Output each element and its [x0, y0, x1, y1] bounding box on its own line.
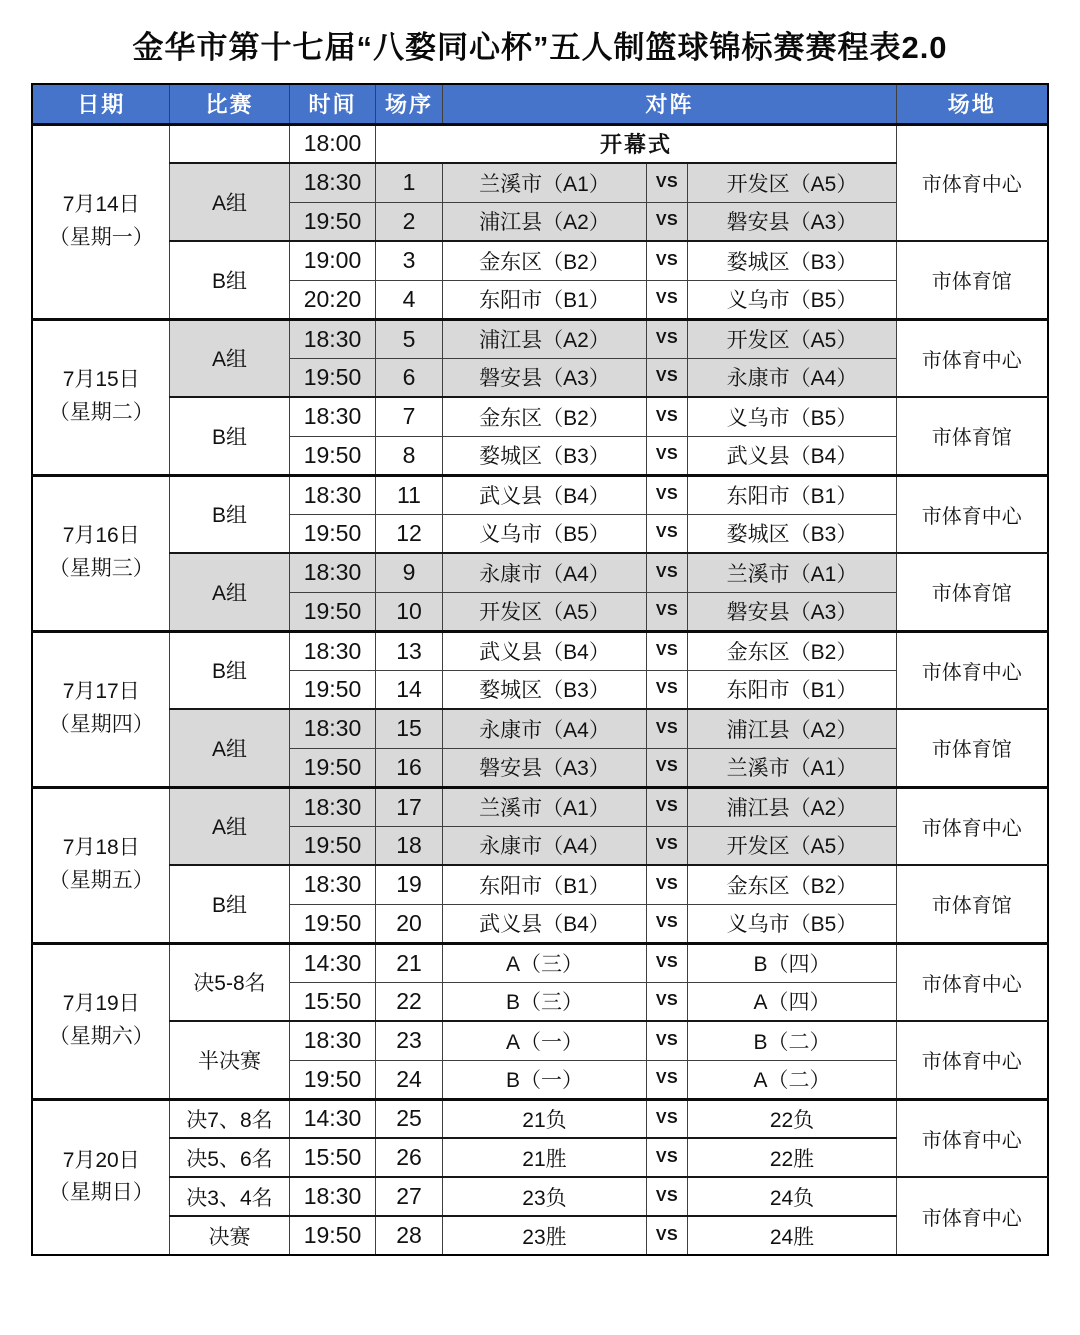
team-away-cell: 义乌市（B5）	[687, 904, 896, 943]
date-line: 7月15日	[62, 368, 140, 392]
game-no-cell: 18	[375, 826, 442, 865]
vs-label: VS	[646, 163, 687, 202]
schedule-row	[32, 787, 1047, 826]
vs-label: VS	[646, 280, 687, 319]
vs-label: VS	[646, 670, 687, 709]
match-group-cell	[169, 124, 289, 163]
page-title: 金华市第十七届“八婺同心杯”五人制篮球锦标赛赛程表2.0	[132, 30, 948, 65]
team-home-cell: 东阳市（B1）	[442, 865, 646, 904]
schedule-row	[32, 631, 1047, 670]
game-no-cell: 14	[375, 670, 442, 709]
vs-label: VS	[646, 436, 687, 475]
date-line: （星期五）	[48, 869, 154, 892]
vs-label: VS	[646, 982, 687, 1021]
col-header-venue: 场地	[897, 84, 1048, 124]
date-line: 7月16日	[62, 524, 140, 548]
team-away-cell: 婺城区（B3）	[687, 514, 896, 553]
date-cell	[32, 631, 169, 787]
team-home-cell: 磐安县（A3）	[442, 748, 646, 787]
date-line: 7月18日	[62, 836, 140, 860]
game-no-cell: 26	[375, 1138, 442, 1177]
team-away-cell: 义乌市（B5）	[687, 397, 896, 436]
date-line: （星期日）	[48, 1181, 154, 1205]
time-cell: 19:50	[289, 904, 375, 943]
venue-cell: 市体育馆	[897, 553, 1048, 631]
schedule-row	[32, 943, 1047, 982]
schedule-row	[32, 163, 1047, 202]
game-no-cell: 8	[375, 436, 442, 475]
time-cell: 18:30	[289, 709, 375, 748]
time-cell: 20:20	[289, 280, 375, 319]
team-home-cell: 永康市（A4）	[442, 709, 646, 748]
game-no-cell: 27	[375, 1177, 442, 1216]
match-group-cell: B组	[169, 631, 289, 709]
date-line: （星期四）	[48, 713, 154, 736]
game-no-cell: 2	[375, 202, 442, 241]
schedule-row	[32, 397, 1047, 436]
team-home-cell: 金东区（B2）	[442, 241, 646, 280]
time-cell: 18:00	[289, 124, 375, 163]
game-no-cell: 4	[375, 280, 442, 319]
schedule-row	[32, 1177, 1047, 1216]
col-header-date: 日期	[32, 84, 169, 124]
team-home-cell: 开发区（A5）	[442, 592, 646, 631]
team-away-cell: 婺城区（B3）	[687, 241, 896, 280]
team-home-cell: 磐安县（A3）	[442, 358, 646, 397]
time-cell: 15:50	[289, 982, 375, 1021]
game-no-cell: 17	[375, 787, 442, 826]
vs-label: VS	[646, 1177, 687, 1216]
team-home-cell: 23负	[442, 1177, 646, 1216]
venue-cell: 市体育中心	[897, 1099, 1048, 1177]
date-cell	[32, 943, 169, 1099]
time-cell: 18:30	[289, 553, 375, 592]
team-away-cell: A（二）	[687, 1060, 896, 1099]
team-home-cell: 21负	[442, 1099, 646, 1138]
time-cell: 14:30	[289, 1099, 375, 1138]
vs-label: VS	[646, 904, 687, 943]
match-group-cell: 决3、4名	[169, 1177, 289, 1216]
team-home-cell: B（三）	[442, 982, 646, 1021]
time-cell: 19:50	[289, 202, 375, 241]
date-cell	[32, 319, 169, 475]
match-group-cell: 决7、8名	[169, 1099, 289, 1138]
game-no-cell: 22	[375, 982, 442, 1021]
schedule-row	[32, 1099, 1047, 1138]
game-no-cell: 1	[375, 163, 442, 202]
team-away-cell: 24胜	[687, 1216, 896, 1255]
vs-label: VS	[646, 1021, 687, 1060]
game-no-cell: 7	[375, 397, 442, 436]
match-group-cell: A组	[169, 319, 289, 397]
venue-cell: 市体育中心	[897, 475, 1048, 553]
match-group-cell: B组	[169, 865, 289, 943]
team-away-cell: 兰溪市（A1）	[687, 553, 896, 592]
schedule-row	[32, 475, 1047, 514]
time-cell: 18:30	[289, 631, 375, 670]
game-no-cell: 24	[375, 1060, 442, 1099]
team-home-cell: 23胜	[442, 1216, 646, 1255]
time-cell: 19:50	[289, 1060, 375, 1099]
vs-label: VS	[646, 748, 687, 787]
game-no-cell: 21	[375, 943, 442, 982]
date-cell	[32, 787, 169, 943]
date-cell	[32, 475, 169, 631]
venue-cell: 市体育馆	[897, 397, 1048, 475]
date-line: （星期六）	[48, 1025, 154, 1048]
team-home-cell: 永康市（A4）	[442, 826, 646, 865]
game-no-cell: 3	[375, 241, 442, 280]
game-no-cell: 13	[375, 631, 442, 670]
game-no-cell: 28	[375, 1216, 442, 1255]
date-line: 7月17日	[62, 680, 140, 704]
game-no-cell: 20	[375, 904, 442, 943]
game-no-cell: 12	[375, 514, 442, 553]
team-home-cell: 浦江县（A2）	[442, 319, 646, 358]
game-no-cell: 25	[375, 1099, 442, 1138]
venue-cell: 市体育中心	[897, 943, 1048, 1021]
match-group-cell: B组	[169, 397, 289, 475]
match-group-cell: B组	[169, 475, 289, 553]
venue-cell: 市体育中心	[897, 319, 1048, 397]
team-away-cell: 开发区（A5）	[687, 163, 896, 202]
col-header-match: 比赛	[169, 84, 289, 124]
schedule-row	[32, 1138, 1047, 1177]
vs-label: VS	[646, 865, 687, 904]
vs-label: VS	[646, 826, 687, 865]
game-no-cell: 9	[375, 553, 442, 592]
match-group-cell: A组	[169, 709, 289, 787]
team-away-cell: 金东区（B2）	[687, 631, 896, 670]
time-cell: 18:30	[289, 163, 375, 202]
venue-cell: 市体育馆	[897, 241, 1048, 319]
col-header-versus: 对阵	[442, 84, 896, 124]
time-cell: 19:50	[289, 670, 375, 709]
team-home-cell: 兰溪市（A1）	[442, 787, 646, 826]
date-line: 7月19日	[62, 992, 140, 1016]
schedule-table	[31, 83, 1048, 1256]
team-away-cell: 东阳市（B1）	[687, 670, 896, 709]
time-cell: 18:30	[289, 319, 375, 358]
vs-label: VS	[646, 1138, 687, 1177]
team-home-cell: B（一）	[442, 1060, 646, 1099]
vs-label: VS	[646, 514, 687, 553]
schedule-row	[32, 241, 1047, 280]
date-cell	[32, 124, 169, 319]
team-home-cell: 东阳市（B1）	[442, 280, 646, 319]
match-group-cell: 决赛	[169, 1216, 289, 1255]
vs-label: VS	[646, 319, 687, 358]
date-line: （星期三）	[48, 557, 154, 580]
team-away-cell: 开发区（A5）	[687, 826, 896, 865]
time-cell: 14:30	[289, 943, 375, 982]
team-away-cell: 浦江县（A2）	[687, 709, 896, 748]
match-group-cell: A组	[169, 787, 289, 865]
team-away-cell: A（四）	[687, 982, 896, 1021]
vs-label: VS	[646, 631, 687, 670]
game-no-cell: 5	[375, 319, 442, 358]
team-home-cell: A（一）	[442, 1021, 646, 1060]
date-line: 7月14日	[62, 192, 140, 216]
time-cell: 19:50	[289, 1216, 375, 1255]
venue-cell: 市体育馆	[897, 709, 1048, 787]
match-group-cell: A组	[169, 163, 289, 241]
match-group-cell: 半决赛	[169, 1021, 289, 1099]
team-home-cell: A（三）	[442, 943, 646, 982]
team-home-cell: 武义县（B4）	[442, 904, 646, 943]
venue-cell: 市体育中心	[897, 1177, 1048, 1255]
team-away-cell: 义乌市（B5）	[687, 280, 896, 319]
team-away-cell: 24负	[687, 1177, 896, 1216]
schedule-body	[32, 124, 1047, 1255]
date-line: （星期二）	[48, 401, 154, 424]
team-away-cell: 22胜	[687, 1138, 896, 1177]
venue-cell: 市体育中心	[897, 787, 1048, 865]
team-home-cell: 兰溪市（A1）	[442, 163, 646, 202]
team-home-cell: 婺城区（B3）	[442, 436, 646, 475]
time-cell: 15:50	[289, 1138, 375, 1177]
ceremony-cell: 开幕式	[375, 124, 896, 163]
team-home-cell: 21胜	[442, 1138, 646, 1177]
vs-label: VS	[646, 787, 687, 826]
team-away-cell: 22负	[687, 1099, 896, 1138]
match-group-cell: 决5、6名	[169, 1138, 289, 1177]
schedule-row	[32, 124, 1047, 163]
time-cell: 18:30	[289, 865, 375, 904]
team-away-cell: 开发区（A5）	[687, 319, 896, 358]
time-cell: 18:30	[289, 397, 375, 436]
vs-label: VS	[646, 397, 687, 436]
venue-cell: 市体育中心	[897, 1021, 1048, 1099]
match-group-cell: B组	[169, 241, 289, 319]
date-line: 7月20日	[62, 1148, 140, 1172]
game-no-cell: 11	[375, 475, 442, 514]
venue-cell: 市体育中心	[897, 124, 1048, 241]
time-cell: 19:50	[289, 748, 375, 787]
schedule-row	[32, 319, 1047, 358]
time-cell: 19:00	[289, 241, 375, 280]
game-no-cell: 23	[375, 1021, 442, 1060]
time-cell: 19:50	[289, 592, 375, 631]
schedule-row	[32, 553, 1047, 592]
vs-label: VS	[646, 202, 687, 241]
venue-cell: 市体育馆	[897, 865, 1048, 943]
header-row	[32, 84, 1047, 124]
team-away-cell: 磐安县（A3）	[687, 202, 896, 241]
vs-label: VS	[646, 475, 687, 514]
vs-label: VS	[646, 943, 687, 982]
time-cell: 18:30	[289, 1021, 375, 1060]
schedule-row	[32, 709, 1047, 748]
vs-label: VS	[646, 1216, 687, 1255]
time-cell: 19:50	[289, 436, 375, 475]
vs-label: VS	[646, 592, 687, 631]
team-away-cell: 兰溪市（A1）	[687, 748, 896, 787]
team-home-cell: 武义县（B4）	[442, 631, 646, 670]
team-home-cell: 婺城区（B3）	[442, 670, 646, 709]
vs-label: VS	[646, 553, 687, 592]
game-no-cell: 10	[375, 592, 442, 631]
col-header-time: 时间	[289, 84, 375, 124]
time-cell: 19:50	[289, 826, 375, 865]
team-away-cell: 磐安县（A3）	[687, 592, 896, 631]
team-away-cell: 永康市（A4）	[687, 358, 896, 397]
time-cell: 18:30	[289, 475, 375, 514]
team-home-cell: 金东区（B2）	[442, 397, 646, 436]
vs-label: VS	[646, 241, 687, 280]
team-away-cell: 浦江县（A2）	[687, 787, 896, 826]
col-header-order: 场序	[375, 84, 442, 124]
venue-cell: 市体育中心	[897, 631, 1048, 709]
schedule-row	[32, 1216, 1047, 1255]
team-away-cell: 武义县（B4）	[687, 436, 896, 475]
team-away-cell: B（二）	[687, 1021, 896, 1060]
game-no-cell: 16	[375, 748, 442, 787]
time-cell: 18:30	[289, 787, 375, 826]
team-away-cell: 东阳市（B1）	[687, 475, 896, 514]
match-group-cell: A组	[169, 553, 289, 631]
time-cell: 19:50	[289, 514, 375, 553]
game-no-cell: 19	[375, 865, 442, 904]
schedule-row	[32, 865, 1047, 904]
vs-label: VS	[646, 358, 687, 397]
vs-label: VS	[646, 709, 687, 748]
game-no-cell: 6	[375, 358, 442, 397]
date-cell	[32, 1099, 169, 1255]
vs-label: VS	[646, 1099, 687, 1138]
match-group-cell: 决5-8名	[169, 943, 289, 1021]
game-no-cell: 15	[375, 709, 442, 748]
schedule-row	[32, 1021, 1047, 1060]
time-cell: 19:50	[289, 358, 375, 397]
date-line: （星期一）	[48, 225, 154, 249]
team-away-cell: 金东区（B2）	[687, 865, 896, 904]
team-away-cell: B（四）	[687, 943, 896, 982]
vs-label: VS	[646, 1060, 687, 1099]
team-home-cell: 浦江县（A2）	[442, 202, 646, 241]
team-home-cell: 武义县（B4）	[442, 475, 646, 514]
time-cell: 18:30	[289, 1177, 375, 1216]
team-home-cell: 义乌市（B5）	[442, 514, 646, 553]
team-home-cell: 永康市（A4）	[442, 553, 646, 592]
